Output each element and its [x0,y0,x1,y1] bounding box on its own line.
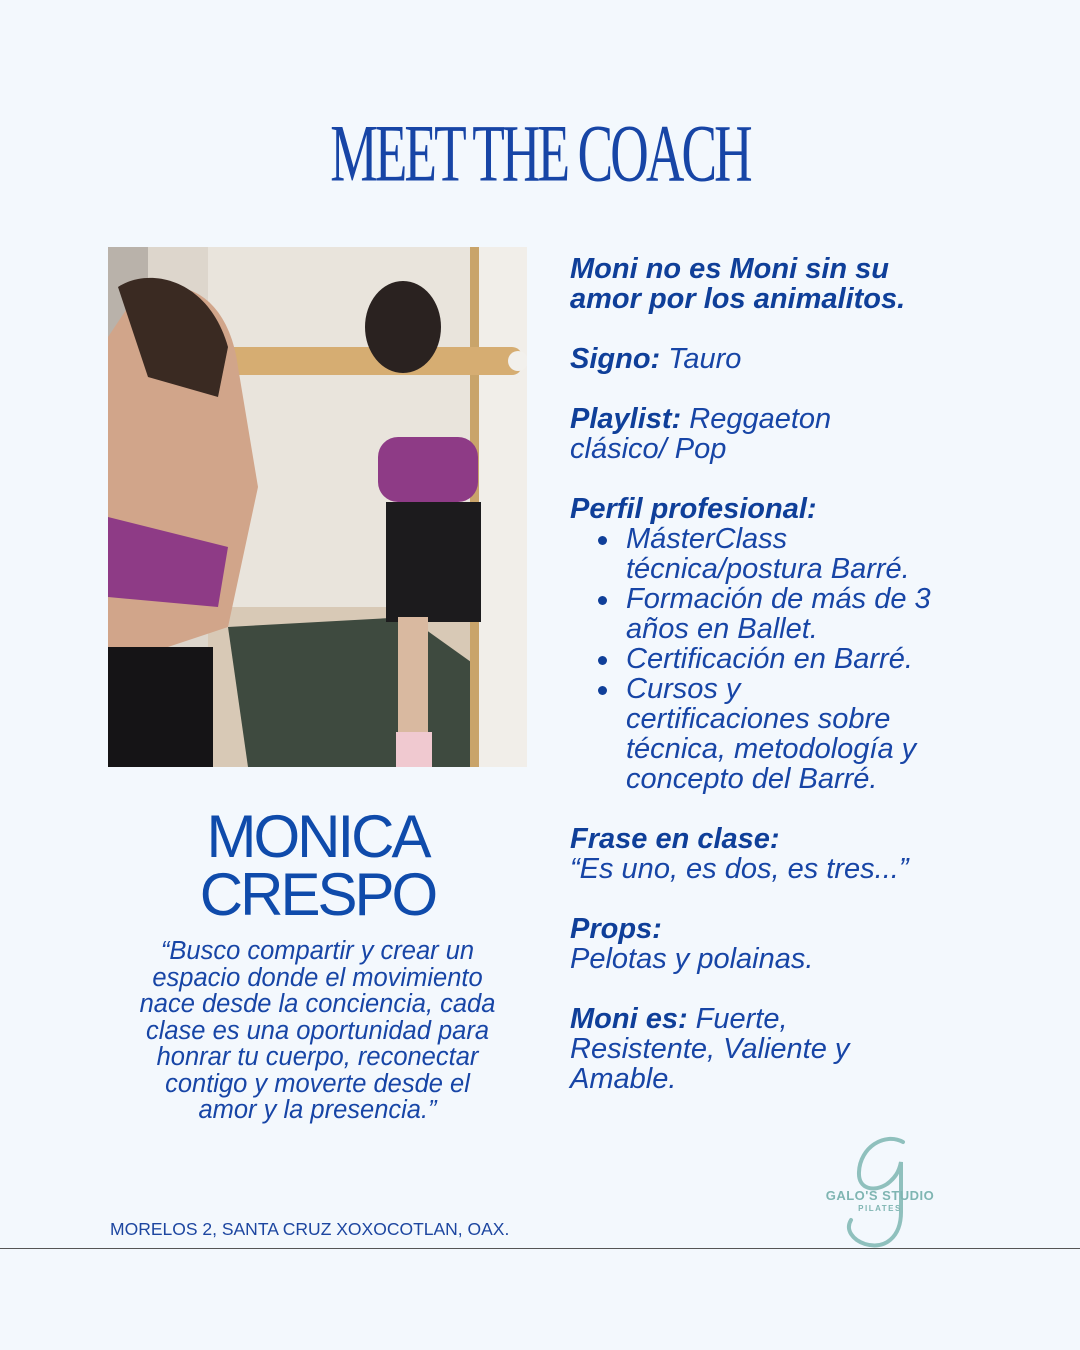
playlist-label: Playlist: [570,403,682,435]
list-item [596,524,1040,584]
list-item [596,644,1040,674]
frase-label: Frase en clase: [570,823,780,855]
signo-value: Tauro [660,343,742,375]
perfil-field [570,494,1040,794]
playlist-field [570,404,1040,464]
tagline-line: Moni no es Moni sin su [570,253,889,285]
list-item-text: años en Ballet. [626,613,818,645]
profile-section [570,254,1040,1124]
coach-photo-illustration [108,247,527,767]
signo-label: Signo: [570,343,661,375]
perfil-list [570,524,1040,794]
logo-text: GALO'S STUDIO [825,1188,935,1203]
quote-line: clase es una oportunidad para [145,1016,490,1045]
list-item [596,584,1040,644]
quote-line: “Busco compartir y crear un [160,937,475,965]
perfil-label: Perfil profesional: [570,493,817,525]
divider [0,1248,1080,1249]
tagline-line: amor por los animalitos. [570,283,906,315]
props-value: Pelotas y polainas. [570,943,814,975]
list-item-text: Cursos y [626,673,741,705]
signo-field [570,344,1040,374]
props-label: Props: [570,913,662,945]
list-item-text: Certificación en Barré. [626,643,913,675]
quote-line: nace desde la conciencia, cada [139,990,496,1018]
coach-name [108,803,527,928]
moni-es-label: Moni es: [570,1003,688,1035]
list-item-text: concepto del Barré. [626,763,878,795]
coach-quote [104,938,531,1124]
list-item-text: certificaciones sobre [626,703,891,735]
quote-line: contigo y moverte desde el [165,1069,470,1098]
quote-line: espacio donde el movimiento [152,963,483,992]
moni-es-value: Resistente, Valiente y [570,1033,850,1065]
list-item-text: técnica/postura Barré. [626,553,910,585]
playlist-value: Reggaeton [681,403,832,435]
list-item-text: Formación de más de 3 [626,583,931,615]
quote-line: honrar tu cuerpo, reconectar [156,1043,479,1071]
coach-name-line1: MONICA [206,803,429,870]
frase-value: “Es uno, es dos, es tres...” [570,853,909,885]
page-title: MEET THE COACH [330,109,750,200]
props-field [570,914,1040,974]
moni-es-value: Fuerte, [687,1003,788,1035]
coach-name-line2: CRESPO [199,861,436,928]
moni-es-field [570,1004,1040,1094]
playlist-value: clásico/ Pop [570,433,727,465]
address: MORELOS 2, SANTA CRUZ XOXOCOTLAN, OAX. [110,1219,510,1239]
quote-line: amor y la presencia.” [198,1096,437,1124]
logo-subtext: PILATES [858,1204,902,1213]
moni-es-value: Amable. [570,1063,677,1095]
coach-photo [108,247,527,767]
list-item-text: técnica, metodología y [626,733,917,765]
list-item [596,674,1040,794]
studio-logo [815,1132,945,1252]
frase-field [570,824,1040,884]
tagline [570,254,1040,314]
list-item-text: MásterClass [626,523,788,555]
